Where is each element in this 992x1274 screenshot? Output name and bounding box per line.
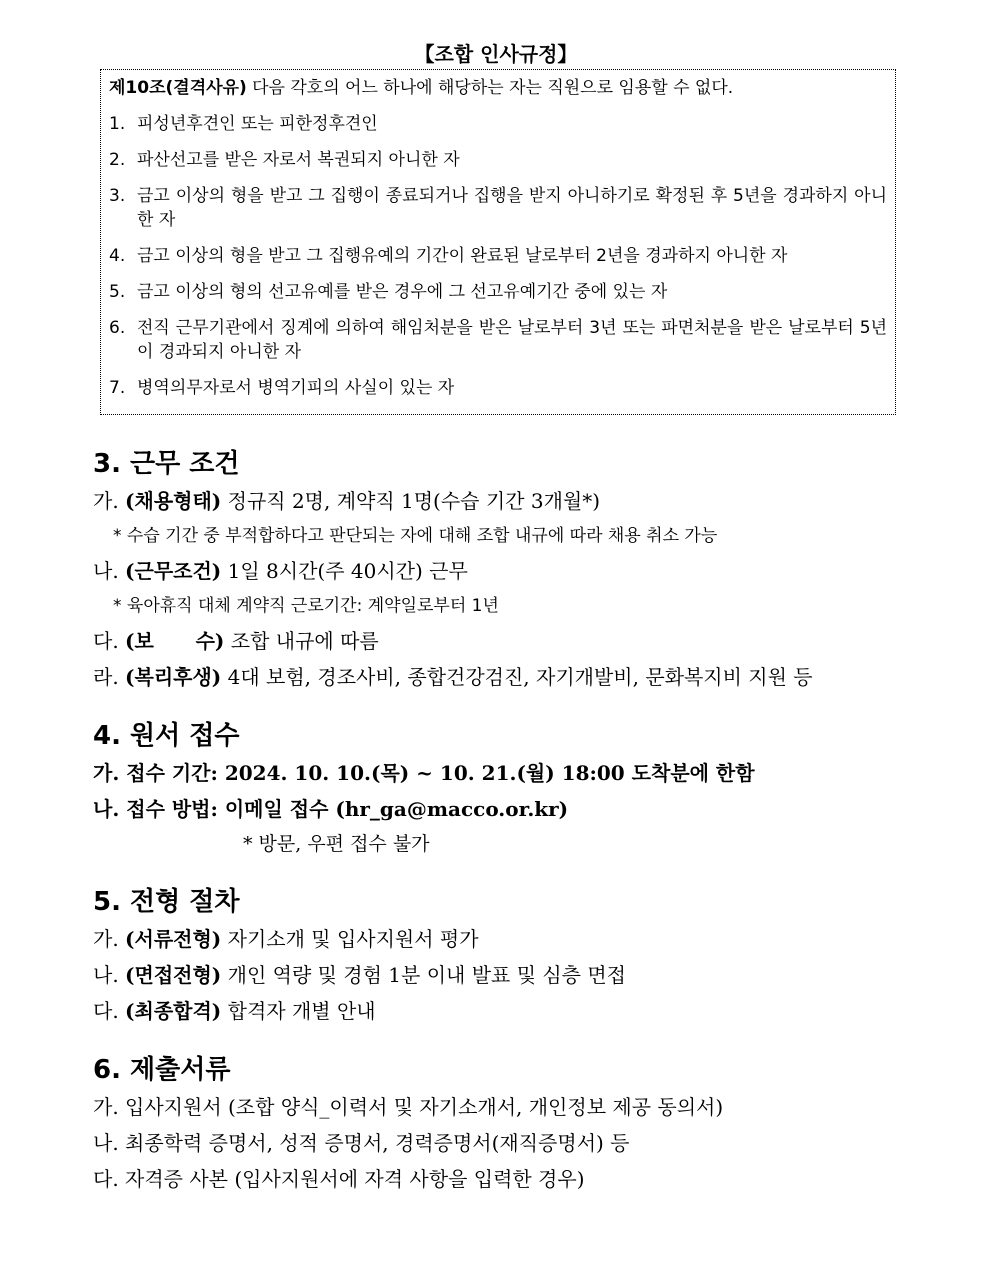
document-item: 다. 자격증 사본 (입사지원서에 자격 사항을 입력한 경우) [93, 1167, 585, 1191]
work-conditions-line [93, 553, 903, 589]
application-period: 가. 접수 기간: 2024. 10. 10.(목) ~ 10. 21.(월) 18:00 도착분에 한함 [93, 761, 755, 785]
regulation-box [100, 69, 896, 415]
contract-note: * 육아휴직 대체 계약직 근로기간: 계약일로부터 1년 [113, 596, 499, 616]
item-number: 5. [109, 282, 126, 302]
work-conditions-line [93, 483, 903, 519]
line-prefix: 다. [93, 629, 126, 653]
regulation-item [109, 244, 887, 268]
regulation-item [109, 280, 887, 304]
section-title-work-conditions: 3. 근무 조건 [93, 449, 240, 479]
item-text: 금고 이상의 형을 받고 그 집행이 종료되거나 집행을 받지 아니하기로 확정된 후 5년을 경과하지 아니한 자 [137, 186, 887, 230]
item-text: 피성년후견인 또는 피한정후견인 [137, 114, 378, 134]
line-prefix: 가. [93, 489, 126, 513]
work-conditions-line [93, 659, 903, 695]
announcement-sections [93, 445, 903, 1197]
line-text: 자기소개 및 입사지원서 평가 [221, 927, 479, 951]
regulation-title: 【조합 인사규정】 [414, 42, 578, 66]
probation-note: * 수습 기간 중 부적합하다고 판단되는 자에 대해 조합 내규에 따라 채용 취소 가능 [113, 526, 718, 546]
item-number: 1. [109, 114, 126, 134]
line-prefix: 라. [93, 665, 126, 689]
selection-step [93, 921, 903, 957]
line-label: (채용형태) [125, 489, 222, 513]
application-note: * 방문, 우편 접수 불가 [243, 833, 430, 855]
line-label: (최종합격) [125, 999, 222, 1023]
selection-step [93, 993, 903, 1029]
item-number: 7. [109, 378, 126, 398]
item-number: 4. [109, 246, 126, 266]
item-number: 2. [109, 150, 126, 170]
application-method: 나. 접수 방법: 이메일 접수 (hr_ga@macco.or.kr) [93, 797, 569, 821]
item-text: 전직 근무기관에서 징계에 의하여 해임처분을 받은 날로부터 3년 또는 파면처분을 받은 날로부터 5년이 경과되지 아니한 자 [137, 318, 887, 362]
line-text: 정규직 2명, 계약직 1명(수습 기간 3개월*) [221, 489, 601, 513]
section-title-selection: 5. 전형 절차 [93, 887, 240, 917]
section-title-documents: 6. 제출서류 [93, 1055, 231, 1085]
line-text: 합격자 개별 안내 [221, 999, 376, 1023]
line-text: 4대 보험, 경조사비, 종합건강검진, 자기개발비, 문화복지비 지원 등 [221, 665, 813, 689]
line-prefix: 나. [93, 559, 126, 583]
line-text: 1일 8시간(주 40시간) 근무 [221, 559, 468, 583]
selection-step [93, 957, 903, 993]
item-text: 금고 이상의 형을 받고 그 집행유예의 기간이 완료된 날로부터 2년을 경과하지 아니한 자 [137, 246, 788, 266]
regulation-item [109, 148, 887, 172]
item-text: 파산선고를 받은 자로서 복권되지 아니한 자 [137, 150, 460, 170]
line-prefix: 다. [93, 999, 126, 1023]
section-title-application: 4. 원서 접수 [93, 721, 240, 751]
document-item: 가. 입사지원서 (조합 양식_이력서 및 자기소개서, 개인정보 제공 동의서) [93, 1095, 724, 1119]
regulation-item [109, 112, 887, 136]
item-number: 3. [109, 186, 126, 206]
line-label: (복리후생) [125, 665, 222, 689]
item-text: 금고 이상의 형의 선고유예를 받은 경우에 그 선고유예기간 중에 있는 자 [137, 282, 668, 302]
regulation-item [109, 376, 887, 400]
line-prefix: 나. [93, 963, 126, 987]
line-text: 개인 역량 및 경험 1분 이내 발표 및 심층 면접 [221, 963, 627, 987]
regulation-item [109, 316, 887, 364]
line-label: (서류전형) [125, 927, 222, 951]
document-item: 나. 최종학력 증명서, 성적 증명서, 경력증명서(재직증명서) 등 [93, 1131, 630, 1155]
line-label: (보 수) [125, 629, 225, 653]
line-text: 조합 내규에 따름 [224, 629, 379, 653]
item-number: 6. [109, 318, 126, 338]
regulation-item [109, 184, 887, 232]
line-prefix: 가. [93, 927, 126, 951]
regulation-lead-text: 다음 각호의 어느 하나에 해당하는 자는 직원으로 임용할 수 없다. [246, 78, 734, 98]
regulation-article: 제10조(결격사유) [109, 78, 247, 98]
line-label: (근무조건) [125, 559, 222, 583]
line-label: (면접전형) [125, 963, 222, 987]
item-text: 병역의무자로서 병역기피의 사실이 있는 자 [137, 378, 455, 398]
regulation-lead [109, 76, 887, 100]
work-conditions-line [93, 623, 903, 659]
